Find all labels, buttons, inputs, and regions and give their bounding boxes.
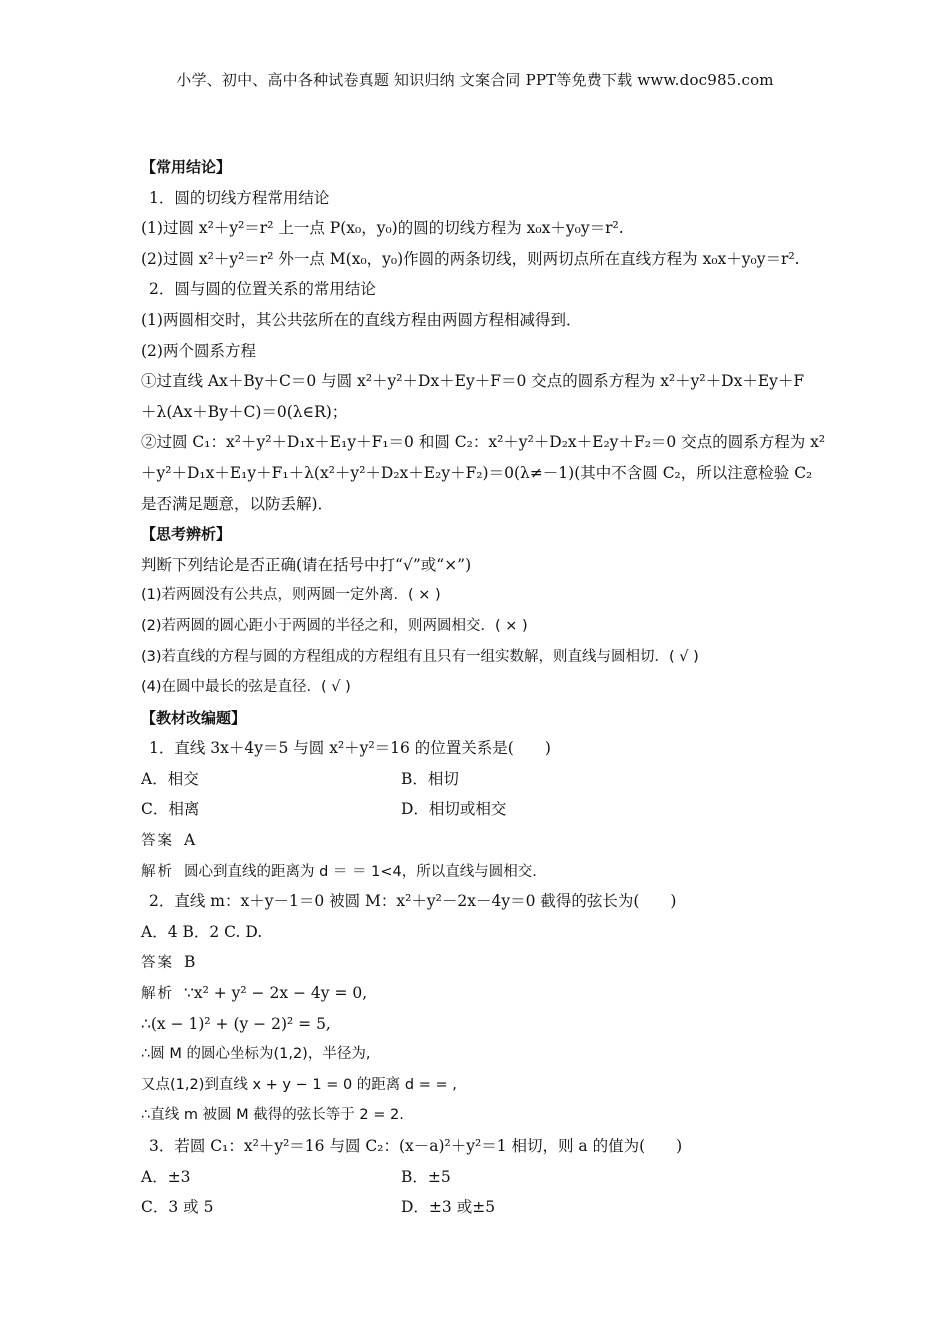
judgement-item: (2)若两圆的圆心距小于两圆的半径之和，则两圆相交．( × ) [141,617,528,634]
solution-line: ∴直线 m 被圆 M 截得的弦长等于 2 = 2. [141,1107,404,1124]
section-title-thinking: 【思考辨析】 [141,525,232,544]
judgement-item: (4)在圆中最长的弦是直径．( √ ) [141,679,351,696]
paragraph: (2)过圆 x²＋y²＝r² 外一点 M(x₀，y₀)作圆的两条切线，则两切点所在直线方程为 x₀x＋y₀y＝r². [141,249,800,268]
option-b: B．相切 [401,769,459,788]
options-row: A．4 B．2 C. D. [141,922,263,941]
answer-value: A [184,831,196,850]
option-d: D．±3 或±5 [401,1198,496,1217]
option-c: C．相离 [141,800,200,819]
section-title-textbook: 【教材改编题】 [141,708,247,727]
page-header: 小学、初中、高中各种试卷真题 知识归纳 文案合同 PPT等免费下载 www.doc985.com [176,71,774,89]
option-a: A．相交 [141,769,199,788]
paragraph: 1．圆的切线方程常用结论 [149,188,330,207]
answer-label: 答案 [141,955,174,972]
paragraph: 是否满足题意，以防丢解)． [141,494,334,513]
options-row [141,764,821,795]
paragraph: ②过圆 C₁：x²＋y²＋D₁x＋E₁y＋F₁＝0 和圆 C₂：x²＋y²＋D₂x＋E₂y＋F₂＝0 交点的圆系方程为 x² [141,433,826,452]
option-a: A．±3 [141,1167,191,1186]
paragraph: (1)两圆相交时，其公共弦所在的直线方程由两圆方程相减得到． [141,310,582,329]
answer-1 [141,825,821,856]
paragraph: ＋λ(Ax＋By＋C)＝0(λ∈R)； [141,402,348,421]
question-2: 2．直线 m：x＋y－1＝0 被圆 M：x²＋y²－2x－4y＝0 截得的弦长为( ) [149,892,677,911]
answer-label: 答案 [141,833,174,850]
solution-label: 解析 [141,863,174,880]
paragraph: (2)两个圆系方程 [141,341,256,360]
option-c: C．3 或 5 [141,1198,214,1217]
solution-2 [141,978,821,1009]
answer-value: B [184,953,196,972]
paragraph: 2．圆与圆的位置关系的常用结论 [149,280,376,299]
option-d: D．相切或相交 [401,800,507,819]
question-3: 3．若圆 C₁：x²＋y²＝16 与圆 C₂：(x－a)²＋y²＝1 相切，则 a 的值为( ) [149,1137,683,1155]
solution-line: 又点(1,2)到直线 x + y − 1 = 0 的距离 d = = , [141,1076,457,1093]
judgement-item: (3)若直线的方程与圆的方程组成的方程组有且只有一组实数解，则直线与圆相切．( √ ) [141,648,699,665]
paragraph: ＋y²＋D₁x＋E₁y＋F₁＋λ(x²＋y²＋D₂x＋E₂y＋F₂)＝0(λ≠－1)(其中不含圆 C₂，所以注意检验 C₂ [141,463,813,482]
judgement-item: (1)若两圆没有公共点，则两圆一定外离．( × ) [141,587,441,604]
solution-line: ∴(x − 1)² + (y − 2)² = 5, [141,1014,331,1033]
paragraph: (1)过圆 x²＋y²＝r² 上一点 P(x₀，y₀)的圆的切线方程为 x₀x＋y₀y＝r². [141,219,624,238]
solution-text: 圆心到直线的距离为 d ＝ ＝ 1<4，所以直线与圆相交. [184,863,537,880]
document-body [141,152,826,1223]
options-row [141,1162,821,1193]
answer-2 [141,947,821,978]
paragraph: 判断下列结论是否正确(请在括号中打“√”或“×”) [141,555,472,574]
solution-label: 解析 [141,986,174,1003]
option-b: B．±5 [401,1167,451,1186]
options-row [141,794,821,825]
question-1: 1．直线 3x＋4y＝5 与圆 x²＋y²＝16 的位置关系是( ) [149,739,551,758]
solution-1 [141,856,821,887]
solution-text: ∵x² + y² − 2x − 4y = 0, [184,984,368,1003]
section-title-common-conclusions: 【常用结论】 [141,158,232,176]
paragraph: ①过直线 Ax＋By＋C＝0 与圆 x²＋y²＋Dx＋Ey＋F＝0 交点的圆系方程为 x²＋y²＋Dx＋Ey＋F [141,372,805,391]
solution-line: ∴圆 M 的圆心坐标为(1,2)，半径为, [141,1046,371,1063]
options-row [141,1192,821,1223]
